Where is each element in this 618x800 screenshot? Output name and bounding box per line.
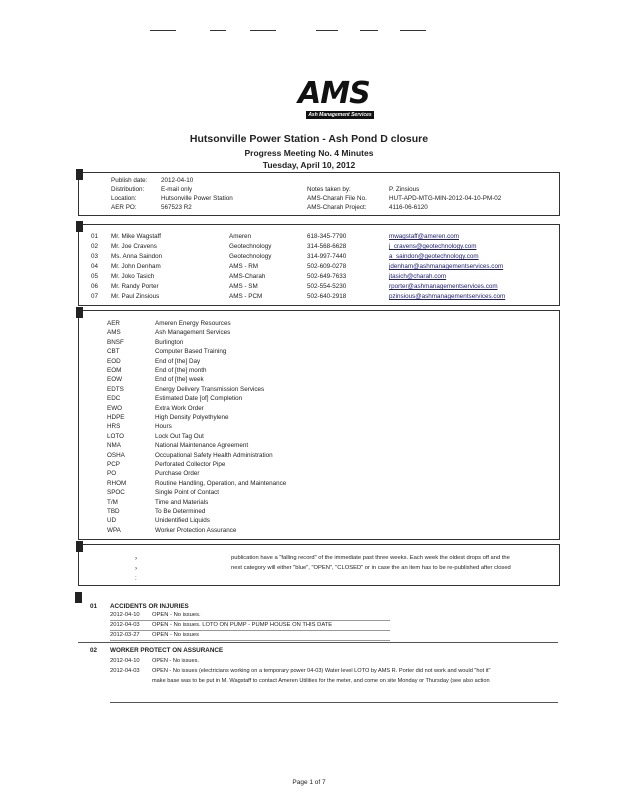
abbreviation-code: EOM bbox=[107, 367, 122, 374]
attendee-number: 05 bbox=[91, 273, 99, 280]
distribution-value: E-mail only bbox=[161, 186, 193, 193]
abbreviation-code: T/M bbox=[107, 498, 118, 506]
file-no-label: AMS-Charah File No. bbox=[307, 195, 367, 202]
attendee-email[interactable]: pzinsious@ashmanagementservices.com bbox=[389, 293, 506, 300]
ams-logo bbox=[298, 76, 384, 126]
entry-date: 2012-04-10 bbox=[110, 658, 140, 664]
attendee-number: 02 bbox=[91, 243, 99, 250]
abbreviation-code: EOW bbox=[107, 376, 123, 384]
abbreviation-meaning: Ash Management Services bbox=[155, 329, 231, 337]
abbreviation-meaning: Hours bbox=[155, 423, 172, 431]
section-marker bbox=[76, 541, 83, 552]
attendees-section bbox=[78, 224, 560, 306]
divider bbox=[110, 702, 558, 703]
attendee-org: Geotechnology bbox=[229, 243, 272, 250]
agenda-items-section bbox=[78, 592, 558, 712]
abbreviation-code: HDPE bbox=[107, 414, 125, 421]
attendee-number: 07 bbox=[91, 293, 99, 300]
attendee-name: Mr. Joe Cravens bbox=[111, 243, 157, 250]
attendee-number: 04 bbox=[91, 263, 99, 270]
abbreviation-code: BNSF bbox=[107, 338, 124, 346]
section-marker bbox=[76, 221, 83, 232]
abbreviation-meaning: High Density Polyethylene bbox=[155, 414, 229, 421]
abbreviation-code: WPA bbox=[107, 526, 121, 534]
attendee-name: Ms. Anna Saindon bbox=[111, 253, 163, 260]
attendee-org: Ameren bbox=[229, 233, 252, 240]
project-label: AMS-Charah Project: bbox=[307, 204, 367, 211]
abbreviation-code: EWO bbox=[107, 404, 123, 412]
aer-po-value: 567523 R2 bbox=[161, 204, 192, 211]
project-value: 4116-06-6120 bbox=[389, 204, 428, 211]
item-title: WORKER PROTECT ON ASSURANCE bbox=[110, 647, 224, 654]
file-no-value: HUT-APD-MTG-MIN-2012-04-10-PM-02 bbox=[389, 195, 502, 202]
abbreviation-code: NMA bbox=[107, 442, 121, 450]
abbreviation-meaning: Purchase Order bbox=[155, 470, 200, 478]
entry-date: 2012-04-10 bbox=[110, 612, 140, 618]
abbreviation-meaning: Estimated Date [of] Completion bbox=[155, 395, 243, 403]
abbreviation-meaning: Time and Materials bbox=[155, 498, 209, 506]
attendee-phone: 618-345-7790 bbox=[307, 233, 347, 240]
notes-line: next category will either "blue", "OPEN", "CLOSED" or in case the an item has to be re-published after closed bbox=[231, 565, 511, 571]
divider bbox=[78, 642, 558, 643]
abbreviation-code: SPOC bbox=[107, 489, 125, 497]
notes-section bbox=[78, 544, 560, 586]
attendee-email[interactable]: j_cravens@geotechnology.com bbox=[389, 243, 477, 250]
attendee-email[interactable]: jdenham@ashmanagementservices.com bbox=[389, 263, 504, 270]
abbreviation-code: HRS bbox=[107, 423, 121, 431]
abbreviation-code: PCP bbox=[107, 461, 120, 468]
entry-text: OPEN - No issues. LOTO ON PUMP - PUMP HOUSE ON THIS DATE bbox=[152, 622, 333, 628]
abbreviation-meaning: End of [the] Day bbox=[155, 357, 201, 365]
attendee-org: Geotechnology bbox=[229, 253, 272, 260]
attendee-name: Mr. Mike Wagstaff bbox=[111, 233, 162, 240]
abbreviations-section bbox=[78, 310, 560, 540]
abbreviation-meaning: End of [the] month bbox=[155, 367, 207, 374]
section-marker bbox=[75, 592, 82, 603]
abbreviation-code: UD bbox=[107, 517, 117, 525]
item-number: 01 bbox=[90, 603, 98, 610]
abbreviation-code: EDTS bbox=[107, 385, 124, 393]
abbreviation-meaning: Extra Work Order bbox=[155, 404, 204, 412]
abbreviation-code: TBD bbox=[107, 508, 120, 515]
location-label: Location: bbox=[111, 195, 137, 202]
abbreviation-meaning: Routine Handling, Operation, and Maintenance bbox=[155, 479, 287, 487]
entry-text: OPEN - No issues. bbox=[152, 612, 201, 618]
abbreviation-code: EDC bbox=[107, 395, 121, 403]
abbreviation-code: CBT bbox=[107, 348, 120, 356]
attendee-phone: 314-997-7440 bbox=[307, 253, 347, 260]
attendee-number: 01 bbox=[91, 233, 99, 240]
meeting-subtitle: Progress Meeting No. 4 Minutes bbox=[244, 148, 374, 158]
publish-label: Publish date: bbox=[111, 177, 148, 184]
header-rule-marks bbox=[150, 30, 440, 38]
notes-line: publication have a "falling record" of the immediate past three weeks. Each week the oldest drops off and the bbox=[231, 555, 510, 561]
abbreviation-code: OSHA bbox=[107, 451, 125, 459]
entry-date: 2012-04-03 bbox=[110, 668, 140, 674]
attendee-org: AMS-Charah bbox=[229, 273, 266, 280]
abbreviation-meaning: Energy Delivery Transmission Services bbox=[155, 385, 265, 393]
section-marker bbox=[76, 169, 83, 180]
attendee-phone: 502-649-7633 bbox=[307, 273, 347, 280]
location-value: Hutsonville Power Station bbox=[161, 195, 233, 202]
abbreviation-meaning: Ameren Energy Resources bbox=[155, 320, 231, 327]
abbreviation-code: PO bbox=[107, 470, 117, 478]
abbreviation-code: LOTO bbox=[107, 432, 125, 440]
attendee-phone: 502-554-5230 bbox=[307, 283, 347, 290]
attendee-name: Mr. Paul Zinsious bbox=[111, 293, 160, 300]
attendee-name: Mr. John Denham bbox=[111, 263, 161, 270]
abbreviation-meaning: Perforated Collector Pipe bbox=[155, 461, 226, 468]
attendee-email[interactable]: jtasich@charah.com bbox=[389, 273, 447, 280]
attendee-org: AMS - PCM bbox=[229, 293, 263, 300]
attendee-number: 06 bbox=[91, 283, 99, 290]
entry-text: OPEN - No issues bbox=[152, 632, 200, 638]
abbreviation-meaning: End of [the] week bbox=[155, 376, 204, 384]
meeting-date: Tuesday, April 10, 2012 bbox=[262, 160, 356, 170]
entry-underline bbox=[110, 630, 390, 631]
entry-text: OPEN - No issues. bbox=[152, 658, 199, 664]
abbreviation-meaning: Worker Protection Assurance bbox=[155, 526, 237, 534]
entry-date: 2012-04-03 bbox=[110, 622, 140, 628]
attendee-name: Mr. Randy Porter bbox=[111, 283, 159, 290]
attendee-org: AMS - SM bbox=[229, 283, 258, 290]
attendee-phone: 502-640-2918 bbox=[307, 293, 347, 300]
bullet: › bbox=[135, 555, 138, 562]
notes-taken-label: Notes taken by: bbox=[307, 186, 351, 193]
attendee-number: 03 bbox=[91, 253, 99, 260]
notes-taken-value: P. Zinsious bbox=[389, 186, 420, 193]
abbreviation-meaning: Single Point of Contact bbox=[155, 489, 220, 497]
logo-tagline: Ash Management Services bbox=[306, 111, 374, 119]
attendee-phone: 502-609-0278 bbox=[307, 263, 347, 270]
entry-text: OPEN - No issues (electricians working on a temporary power 04-03) Water level LOTO by AMS R. Porter did not work and would "hot it" bbox=[152, 668, 491, 674]
entry-underline bbox=[110, 640, 390, 641]
attendee-email[interactable]: a_saindon@geotechnology.com bbox=[389, 253, 479, 260]
abbreviation-code: AER bbox=[107, 320, 120, 327]
abbreviation-meaning: Computer Based Training bbox=[155, 348, 227, 356]
meeting-info-section bbox=[78, 172, 560, 216]
document-title: Hutsonville Power Station - Ash Pond D closure bbox=[189, 133, 429, 145]
attendee-org: AMS - RM bbox=[229, 263, 259, 270]
publish-value: 2012-04-10 bbox=[161, 177, 194, 184]
abbreviation-meaning: Lock Out Tag Out bbox=[155, 432, 204, 440]
entry-date: 2012-03-27 bbox=[110, 632, 140, 638]
bullet: › bbox=[135, 565, 138, 572]
aer-po-label: AER PO: bbox=[111, 204, 137, 211]
attendee-email[interactable]: rporter@ashmanagementservices.com bbox=[389, 283, 498, 290]
attendee-name: Mr. Joko Tasich bbox=[111, 273, 155, 280]
item-number: 02 bbox=[90, 647, 98, 654]
page-number: Page 1 of 7 bbox=[292, 779, 326, 786]
abbreviation-meaning: National Maintenance Agreement bbox=[155, 442, 249, 450]
abbreviation-meaning: Occupational Safety Health Administration bbox=[155, 451, 273, 459]
item-title: ACCIDENTS OR INJURIES bbox=[110, 603, 189, 610]
entry-underline bbox=[110, 620, 390, 621]
distribution-label: Distribution: bbox=[111, 186, 145, 193]
abbreviation-code: EOD bbox=[107, 357, 121, 365]
abbreviation-code: RHOM bbox=[107, 479, 127, 487]
abbreviation-meaning: To Be Determined bbox=[155, 508, 206, 515]
section-marker bbox=[76, 307, 83, 318]
attendee-phone: 314-568-6628 bbox=[307, 243, 347, 250]
abbreviation-meaning: Unidentified Liquids bbox=[155, 517, 210, 525]
abbreviation-meaning: Burlington bbox=[155, 338, 184, 346]
logo-text: AMS bbox=[298, 76, 370, 111]
bullet: : bbox=[135, 575, 137, 582]
entry-text: make base was to be put in M. Wagstaff to contact Ameren Utilities for the meter, and come on site Monday or Thursday (see also action bbox=[152, 678, 490, 684]
abbreviation-code: AMS bbox=[107, 329, 121, 337]
attendee-email[interactable]: mwagstaff@ameren.com bbox=[389, 233, 459, 240]
